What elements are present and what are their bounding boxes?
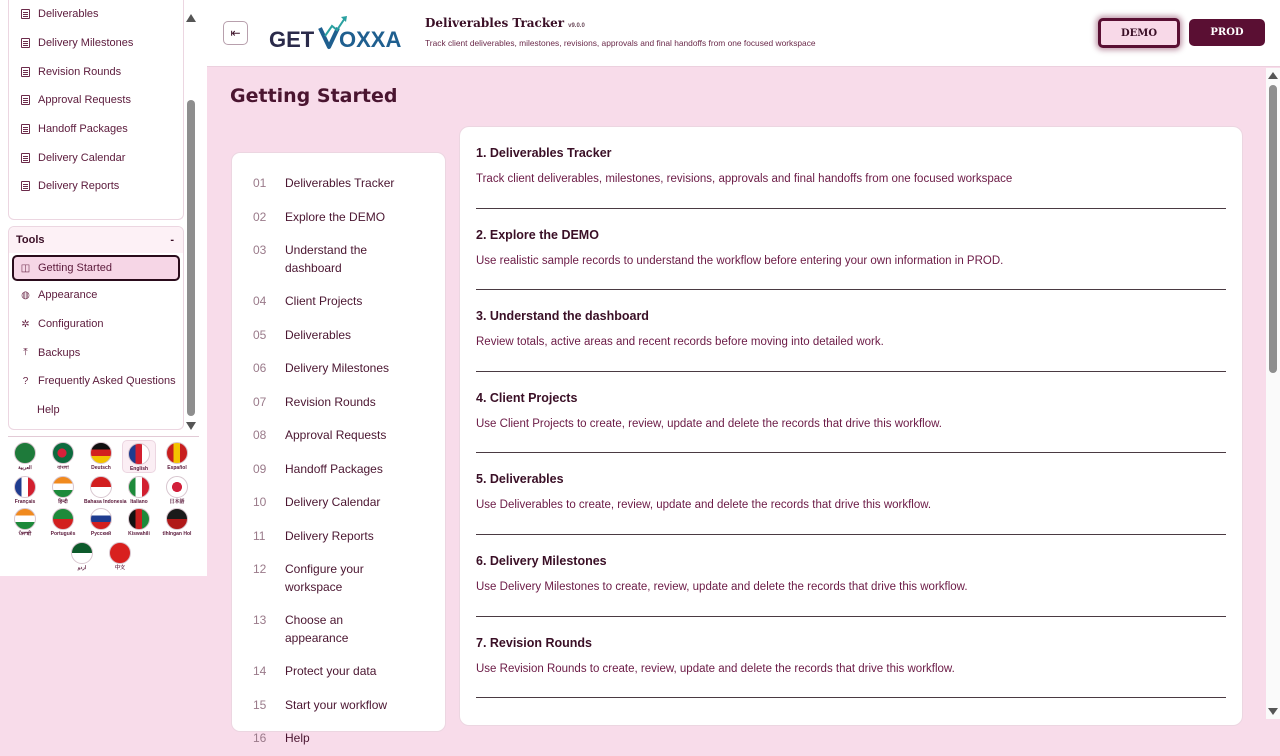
toc-label: Help	[285, 731, 310, 745]
flag-icon	[166, 476, 188, 498]
sidebar-item-label: Getting Started	[38, 262, 112, 274]
flag-icon	[166, 508, 188, 530]
section-title: 6. Delivery Milestones	[476, 553, 607, 568]
toc-item-explore-the-demo[interactable]	[232, 201, 445, 235]
toc-number: 11	[253, 528, 266, 543]
language-option-bahasa-indonesia[interactable]	[84, 474, 127, 505]
toc-label: Understand the dashboard	[285, 243, 368, 275]
flag-icon	[128, 508, 150, 530]
toc-item-delivery-milestones[interactable]	[232, 352, 445, 386]
language-label: اردو	[77, 565, 87, 571]
language-option-lang-16[interactable]	[103, 540, 137, 571]
prod-mode-button[interactable]: PROD	[1189, 19, 1265, 46]
section-3-understand-the-dashboard	[476, 290, 1226, 372]
section-4-client-projects	[476, 372, 1226, 454]
toc-label: Client Projects	[285, 294, 363, 308]
section-title: 7. Revision Rounds	[476, 635, 592, 650]
toc-label: Approval Requests	[285, 428, 387, 442]
upload-icon: ⤒	[23, 347, 28, 359]
toc-item-configure-your-workspace[interactable]	[232, 553, 445, 604]
sidebar-item-delivery-reports[interactable]	[9, 172, 183, 201]
toc-label: Choose an appearance	[285, 613, 349, 645]
toc-number: 05	[253, 327, 267, 342]
toc-item-revision-rounds[interactable]	[232, 386, 445, 420]
collapse-sidebar-button[interactable]	[223, 21, 248, 45]
document-icon	[21, 124, 30, 134]
toc-label: Delivery Calendar	[285, 495, 381, 509]
toc-label: Delivery Milestones	[285, 361, 390, 375]
sidebar-item-delivery-milestones[interactable]	[9, 29, 183, 58]
scroll-down-arrow-icon[interactable]	[1268, 708, 1278, 715]
toc-number: 09	[253, 461, 267, 476]
tools-collapse-toggle[interactable]: -	[170, 234, 174, 246]
flag-icon	[14, 476, 36, 498]
toc-number: 15	[253, 697, 267, 712]
toc-label: Deliverables Tracker	[285, 176, 395, 190]
logo-text-right: OXXA	[339, 27, 402, 52]
language-option-lang-1[interactable]	[46, 440, 80, 471]
sidebar-item-deliverables[interactable]	[9, 0, 183, 29]
toc-number: 03	[253, 243, 267, 257]
section-body: Track client deliverables, milestones, revisions, approvals and final handoffs from one focused workspace	[476, 173, 1013, 185]
toc-number: 08	[253, 428, 267, 442]
toc-item-delivery-reports[interactable]	[232, 520, 445, 554]
table-of-contents	[231, 152, 446, 745]
sidebar-item-backups[interactable]	[9, 338, 183, 367]
toc-label: Deliverables	[285, 327, 352, 342]
language-option-tlhingan-hol[interactable]	[160, 506, 194, 537]
document-icon	[21, 181, 30, 191]
language-option-lang-12[interactable]	[84, 506, 118, 537]
document-icon	[21, 153, 30, 163]
section-title: 2. Explore the DEMO	[476, 227, 599, 242]
toc-label: Protect your data	[285, 664, 377, 678]
toc-label: Revision Rounds	[285, 394, 376, 409]
toc-number: 16	[253, 731, 267, 745]
sidebar-item-delivery-calendar[interactable]	[9, 143, 183, 172]
section-body: Use realistic sample records to understand the workflow before entering your own information in PROD.	[476, 254, 1004, 267]
sidebar-item-label: Appearance	[38, 289, 98, 302]
sidebar-item-help[interactable]	[9, 396, 183, 425]
section-title: 4. Client Projects	[476, 390, 578, 405]
tools-header[interactable]	[9, 227, 183, 253]
flag-icon	[109, 542, 131, 564]
language-label: ਪੰਜਾਬੀ	[18, 531, 32, 537]
flag-icon	[52, 442, 74, 464]
sidebar-item-appearance[interactable]	[9, 281, 183, 310]
toc-item-handoff-packages[interactable]	[232, 453, 445, 487]
language-option-lang-15[interactable]	[65, 540, 99, 571]
language-label: Deutsch	[91, 465, 111, 471]
language-option-kiswahili[interactable]	[122, 506, 156, 537]
flag-icon	[14, 442, 36, 464]
toc-item-deliverables[interactable]	[232, 319, 445, 353]
language-label: Português	[50, 531, 76, 537]
tools-panel	[8, 226, 184, 430]
language-option-lang-9[interactable]	[160, 474, 194, 505]
document-icon	[21, 95, 30, 105]
language-label: العربية	[18, 465, 32, 471]
sidebar-item-label: Backups	[38, 346, 81, 359]
toc-number: 12	[253, 562, 267, 576]
sidebar-item-configuration[interactable]	[9, 310, 183, 339]
toc-label: Explore the DEMO	[285, 209, 386, 224]
section-title: 5. Deliverables	[476, 472, 564, 487]
sidebar-item-handoff-packages[interactable]	[9, 115, 183, 144]
sidebar-item-label: Delivery Calendar	[38, 151, 126, 164]
sidebar-item-label: Deliverables	[38, 8, 99, 21]
document-icon	[21, 9, 30, 19]
sidebar-nav-panel	[8, 0, 184, 220]
toc-item-understand-the-dashboard[interactable]	[232, 234, 445, 285]
app-title: Deliverables Tracker v9.0.0	[425, 16, 585, 30]
language-label: 日本語	[169, 499, 185, 505]
language-option-deutsch[interactable]	[84, 440, 118, 471]
toc-item-protect-your-data[interactable]	[232, 655, 445, 689]
sidebar-item-label: Frequently Asked Questions	[38, 375, 176, 388]
section-body: Use Client Projects to create, review, update and delete the records that drive this workflow.	[476, 417, 942, 430]
language-option-portugu-s[interactable]	[46, 506, 80, 537]
language-option-espa-ol[interactable]	[160, 440, 194, 471]
toc-item-approval-requests[interactable]	[232, 419, 445, 453]
language-label: Русский	[90, 531, 112, 537]
toc-number: 14	[253, 664, 267, 678]
language-option-lang-10[interactable]	[8, 506, 42, 537]
flag-icon	[128, 443, 150, 465]
flag-icon	[71, 542, 93, 564]
divider	[8, 436, 199, 437]
section-body: Review totals, active areas and recent records before moving into detailed work.	[476, 336, 884, 349]
section-body: Use Deliverables to create, review, update and delete the records that drive this workflow.	[476, 499, 932, 512]
toc-number: 01	[253, 176, 267, 190]
palette-icon: ◍	[21, 289, 30, 301]
toc-label: Start your workflow	[285, 697, 388, 712]
sidebar-item-label: Revision Rounds	[38, 65, 122, 78]
language-label: Kiswahili	[128, 531, 150, 537]
app-header	[207, 0, 1280, 67]
language-label: 中文	[114, 565, 125, 571]
scroll-up-arrow-icon[interactable]	[1268, 72, 1278, 79]
sidebar-item-label: Configuration	[38, 318, 104, 331]
sidebar-scroll-thumb[interactable]	[187, 100, 195, 416]
flag-icon	[128, 476, 150, 498]
section-title: 3. Understand the dashboard	[476, 309, 649, 324]
document-icon	[21, 38, 30, 48]
toc-number: 04	[253, 294, 267, 308]
section-body: Use Delivery Milestones to create, review, update and delete the records that drive this workflow.	[476, 580, 968, 593]
sidebar-scrollbar[interactable]	[185, 14, 197, 430]
toc-item-start-your-workflow[interactable]	[232, 689, 445, 723]
sidebar-item-label: Handoff Packages	[38, 123, 128, 136]
tools-title: Tools	[16, 234, 45, 246]
toc-number: 02	[253, 209, 267, 224]
language-option-italiano[interactable]	[122, 474, 156, 505]
sidebar-item-label: Help	[37, 404, 60, 417]
gear-icon: ✲	[21, 318, 30, 330]
toc-item-help[interactable]	[232, 722, 445, 756]
language-label: English	[129, 466, 149, 472]
book-open-icon: ◫	[20, 262, 31, 274]
sidebar-item-revision-rounds[interactable]	[9, 57, 183, 86]
sidebar-item-label: Delivery Reports	[38, 180, 120, 193]
flag-icon	[166, 442, 188, 464]
language-label: Español	[167, 465, 187, 471]
language-label: tlhIngan Hol	[162, 531, 192, 537]
scroll-up-arrow-icon[interactable]	[186, 14, 196, 22]
toc-number: 07	[253, 394, 267, 409]
tools-list	[9, 255, 183, 424]
toc-item-deliverables-tracker[interactable]	[232, 167, 445, 201]
collapse-sidebar-icon: ⇤	[230, 26, 241, 40]
demo-mode-button[interactable]: DEMO	[1098, 18, 1180, 48]
sidebar-item-label: Approval Requests	[38, 94, 131, 107]
toc-label: Configure your workspace	[285, 562, 364, 594]
sidebar-item-getting-started[interactable]	[12, 255, 180, 281]
section-6-delivery-milestones	[476, 535, 1226, 617]
language-label: Italiano	[130, 499, 148, 505]
flag-icon	[14, 508, 36, 530]
sidebar-item-approval-requests[interactable]	[9, 86, 183, 115]
toc-label: Handoff Packages	[285, 461, 383, 476]
document-icon	[21, 67, 30, 77]
toc-item-choose-an-appearance[interactable]	[232, 604, 445, 655]
sidebar-item-frequently-asked-questions[interactable]	[9, 367, 183, 396]
toc-item-client-projects[interactable]	[232, 285, 445, 319]
getvoxxa-logo	[269, 14, 411, 54]
language-label: Français	[14, 499, 36, 505]
language-option-english[interactable]	[122, 440, 156, 473]
page-title: Getting Started	[230, 85, 398, 107]
getting-started-content	[459, 126, 1243, 726]
section-title: 1. Deliverables Tracker	[476, 146, 612, 160]
flag-icon	[90, 442, 112, 464]
main-scroll-thumb[interactable]	[1269, 85, 1277, 373]
sidebar	[0, 0, 207, 576]
toc-label: Delivery Reports	[285, 528, 374, 543]
flag-icon	[90, 508, 112, 530]
sidebar-item-label: Delivery Milestones	[38, 37, 134, 50]
toc-number: 10	[253, 495, 267, 509]
language-label: हिन्दी	[58, 499, 68, 505]
section-5-deliverables	[476, 453, 1226, 535]
toc-number: 13	[253, 613, 267, 627]
flag-icon	[90, 476, 112, 498]
app-version: v9.0.0	[568, 23, 585, 29]
language-option-fran-ais[interactable]	[8, 474, 42, 505]
flag-icon	[52, 476, 74, 498]
language-label: বাংলা	[57, 465, 69, 471]
language-option-lang-0[interactable]	[8, 440, 42, 471]
language-option-lang-6[interactable]	[46, 474, 80, 505]
language-label: Bahasa Indonesia	[84, 499, 127, 505]
scroll-down-arrow-icon[interactable]	[186, 422, 196, 430]
flag-icon	[52, 508, 74, 530]
section-body: Use Revision Rounds to create, review, update and delete the records that drive this workflow.	[476, 662, 955, 675]
toc-item-delivery-calendar[interactable]	[232, 486, 445, 520]
logo-text-left: GET	[269, 27, 315, 52]
section-2-explore-the-demo	[476, 209, 1226, 291]
app-tagline: Track client deliverables, milestones, revisions, approvals and final handoffs from one focused workspace	[425, 38, 816, 48]
main-scrollbar[interactable]	[1266, 68, 1280, 719]
section-1-deliverables-tracker	[476, 127, 1226, 209]
question-icon: ?	[22, 375, 29, 387]
toc-number: 06	[253, 361, 267, 375]
section-7-revision-rounds	[476, 617, 1226, 699]
